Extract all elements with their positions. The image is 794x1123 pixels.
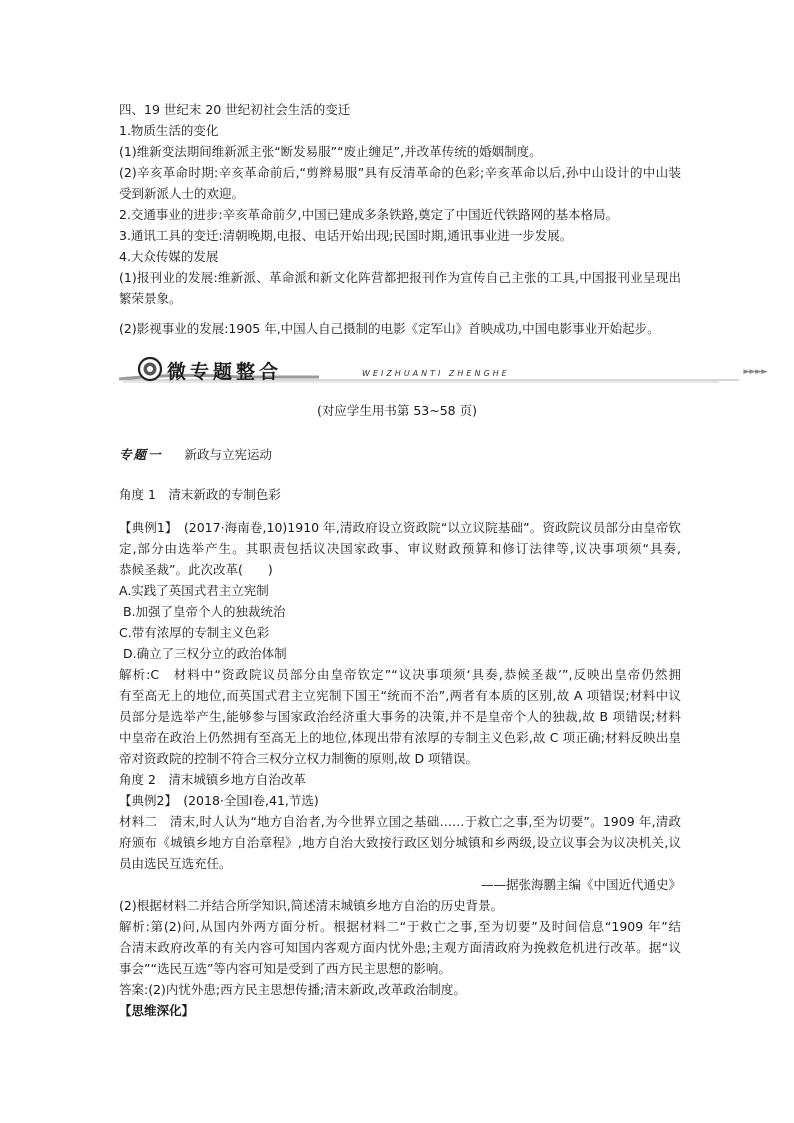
topic-mark: 专题一	[119, 447, 163, 462]
analysis-line: 员部分是选举产生,能够参与国家政治经济重大事务的决策,并不是皇帝个人的独裁,故 B 项错误;材料	[119, 709, 681, 724]
topic-heading	[119, 444, 681, 465]
analysis-line: 解析:第(2)问,从国内外两方面分析。根据材料二“于救亡之事,至为切要”及时间信息“1909 年”结	[119, 919, 681, 934]
option-a: A.实践了英国式君主立宪制	[119, 583, 269, 598]
paragraph-line: 2.交通事业的进步:辛亥革命前夕,中国已建成多条铁路,奠定了中国近代铁路网的基本格局。	[119, 207, 619, 222]
page-reference: (对应学生用书第 53~58 页)	[317, 403, 477, 418]
analysis-line: 合清末政府改革的有关内容可知国内客观方面内忧外患;主观方面清政府为挽救危机进行改革。据“议	[119, 940, 681, 955]
paragraph-line: 受到新派人士的欢迎。	[119, 186, 245, 201]
paragraph-line: (2)影视事业的发展:1905 年,中国人自己摄制的电影《定军山》首映成功,中国电影事业开始起步。	[119, 321, 660, 336]
option-b: B.加强了皇帝个人的独裁统治	[123, 604, 286, 619]
material-source: ——据张海鹏主编《中国近代通史》	[480, 877, 681, 892]
paragraph-line: (1)报刊业的发展:维新派、革命派和新文化阵营都把报刊作为宣传自己主张的工具,中国报刊业呈现出	[119, 270, 681, 285]
thinking-deepening-heading: 【思维深化】	[119, 1003, 195, 1018]
target-circle-icon	[137, 356, 163, 382]
question-line: (2)根据材料二并结合所学知识,简述清末城镇乡地方自治的历史背景。	[119, 898, 504, 913]
analysis-line: 帝对资政院的控制不符合三权分立权力制衡的原则,故 D 项错误。	[119, 751, 479, 766]
analysis-line: 中皇帝在政治上仍然拥有至高无上的地位,体现出带有浓厚的专制主义色彩,故 C 项正确;材料反映出皇	[119, 730, 681, 745]
section-banner	[119, 353, 767, 385]
angle-heading: 角度 1 清末新政的专制色彩	[119, 487, 281, 502]
topic-title: 新政与立宪运动	[184, 447, 273, 462]
analysis-line: 解析:C 材料中“资政院议员部分由皇帝钦定”“议决事项须‘具奏,恭候圣裁’”,反映出皇帝仍然拥	[119, 667, 681, 682]
question-line: 【典例2】 (2018·全国Ⅰ卷,41,节选)	[119, 793, 319, 808]
question-line: 定,部分由选举产生。其职责包括议决国家政事、审议财政预算和修订法律等,议决事项须“具奏,	[119, 541, 681, 556]
material-line: 府颁布《城镇乡地方自治章程》,地方自治大致按行政区划分城镇和乡两级,设立议事会为议决机关,议	[119, 835, 681, 850]
paragraph-line: (1)维新变法期间维新派主张“断发易服”“废止缠足”,并改革传统的婚姻制度。	[119, 144, 542, 159]
paragraph-line: 繁荣景象。	[119, 291, 182, 306]
paragraph-line: (2)辛亥革命时期:辛亥革命前后,“剪辫易服”具有反清革命的色彩;辛亥革命以后,孙中山设计的中山装	[119, 165, 681, 180]
paragraph-line: 4.大众传媒的发展	[119, 249, 219, 264]
angle-heading: 角度 2 清末城镇乡地方自治改革	[119, 772, 306, 787]
question-line: 恭候圣裁”。此次改革( )	[119, 562, 273, 577]
paragraph-line: 1.物质生活的变化	[119, 123, 219, 138]
material-line: 材料二 清末,时人认为“地方自治者,为今世界立国之基础……于救亡之事,至为切要”。1909 年,清政	[119, 814, 681, 829]
banner-title: 微专题整合	[167, 361, 283, 383]
option-c: C.带有浓厚的专制主义色彩	[119, 625, 270, 640]
banner-subtitle: WEIZHUANTI ZHENGHE	[362, 369, 510, 378]
section-heading: 四、19 世纪末 20 世纪初社会生活的变迁	[119, 102, 351, 117]
analysis-line: 有至高无上的地位,而英国式君主立宪制下国王“统而不治”,两者有本质的区别,故 A 项错误;材料中议	[119, 688, 681, 703]
analysis-line: 事会”“选民互选”等内容可知是受到了西方民主思想的影响。	[119, 961, 451, 976]
question-line: 【典例1】 (2017·海南卷,10)1910 年,清政府设立资政院“以立议院基础”。资政院议员部分由皇帝钦	[119, 520, 681, 535]
material-line: 员由选民互选充任。	[119, 856, 232, 871]
banner-arrows: ►►►►	[743, 367, 767, 377]
option-d: D.确立了三权分立的政治体制	[123, 646, 287, 661]
paragraph-line: 3.通讯工具的变迁:清朝晚期,电报、电话开始出现;民国时期,通讯事业进一步发展。	[119, 228, 573, 243]
answer-line: 答案:(2)内忧外患;西方民主思想传播;清末新政,改革政治制度。	[119, 982, 466, 997]
